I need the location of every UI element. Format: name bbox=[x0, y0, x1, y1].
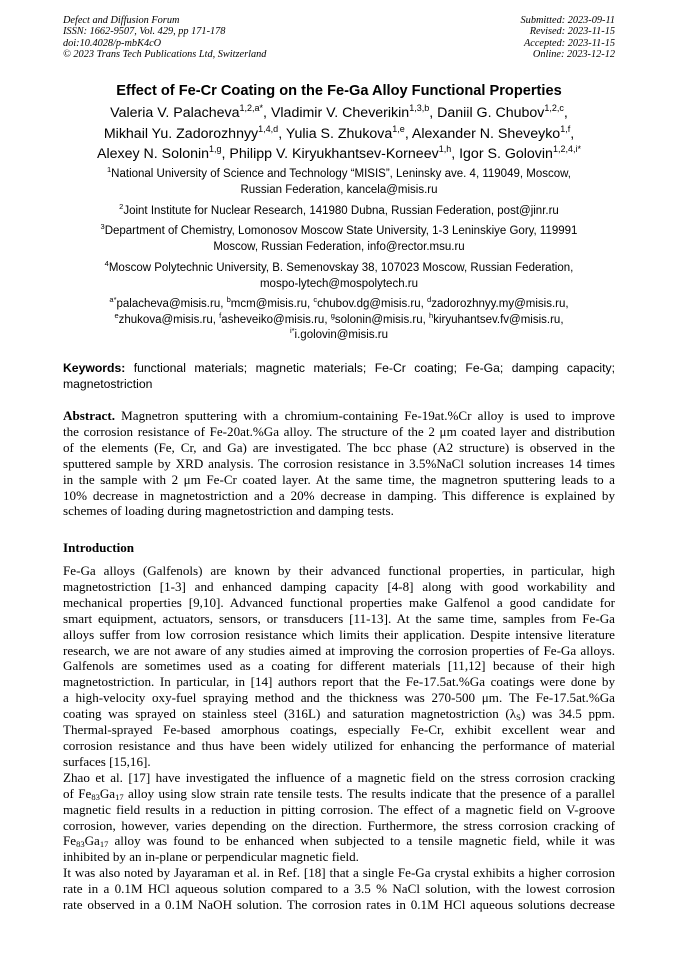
paragraph-line bbox=[63, 563, 615, 579]
paragraph-line bbox=[63, 849, 615, 865]
abstract-label: Abstract. bbox=[63, 408, 115, 423]
author-affiliation-mark: 1,2,a* bbox=[239, 103, 264, 113]
affiliation-text: National University of Science and Technology “MISIS”, Leninsky ave. 4, 119049, Moscow, bbox=[111, 168, 571, 180]
affiliation-text: Joint Institute for Nuclear Research, 141980 Dubna, Russian Federation, post@jinr.ru bbox=[123, 205, 559, 217]
affiliation-4 bbox=[70, 261, 608, 292]
author-affiliation-mark: 1,2,4,i* bbox=[552, 144, 581, 154]
line-text: mechanical properties [9,10]. Advanced functional properties make Galfenol a good candidate for bbox=[63, 594, 615, 610]
paragraph-line bbox=[63, 643, 615, 659]
line-text: magnetic field results in a reduction in pitting corrosion. The effect of a magnetic field on V-groove bbox=[63, 801, 615, 817]
affiliation-text: Department of Chemistry, Lomonosov Moscow State University, 1-3 Leninskiye Gory, 119991 bbox=[104, 225, 578, 237]
email-line bbox=[70, 297, 608, 313]
affiliation-text: Moscow, Russian Federation, info@rector.msu.ru bbox=[213, 240, 465, 253]
paragraph-line bbox=[63, 627, 615, 643]
paragraph-line bbox=[63, 611, 615, 627]
line-text: magnetostriction [1-3] and enhanced damping capacity [4-8] along with good workability and bbox=[63, 578, 615, 594]
author-affiliation-mark: 1,e bbox=[392, 123, 405, 134]
keywords bbox=[63, 361, 615, 393]
paper-title: Effect of Fe-Cr Coating on the Fe-Ga Alloy Functional Properties bbox=[116, 83, 562, 99]
email-mark: h bbox=[429, 310, 434, 320]
line-text: surfaces [15,16]. bbox=[63, 753, 151, 769]
line-text: Galfenols are sometimes used as a coating for different materials [11,12] because of their high bbox=[63, 658, 615, 674]
online-date: Online: 2023-12-12 bbox=[532, 49, 615, 61]
paragraph-line bbox=[63, 770, 615, 786]
abstract bbox=[63, 408, 615, 519]
author-affiliation-mark: 1,3,b bbox=[409, 103, 430, 113]
author-name: Vladimir V. Cheverikin bbox=[270, 105, 410, 121]
email-link[interactable]: palacheva@misis.ru, bbox=[116, 298, 227, 310]
abstract-line: in the sample with 2 μm Fe-Cr coated layer. At the same time, the magnetron sputtering leads to a bbox=[63, 471, 615, 487]
author-separator: , bbox=[263, 105, 271, 121]
paragraph-line bbox=[63, 674, 615, 690]
paragraph-line bbox=[63, 706, 615, 722]
line-text: rate observed in a 0.1M NaOH solution. The corrosion rates in 0.1M HCl aqueous solutions decrease bbox=[63, 897, 615, 913]
author-affiliation-mark: 1,f bbox=[560, 123, 571, 134]
affiliation-text: Russian Federation, kancela@misis.ru bbox=[240, 183, 438, 196]
author-name: Alexey N. Solonin bbox=[97, 146, 210, 162]
line-text: smart equipment, actuators, sensors, or transducers [11-13]. At the same time, samples from Fe-Ga bbox=[63, 610, 615, 626]
author-name: Daniil G. Chubov bbox=[437, 105, 545, 121]
author-affiliation-mark: 1,h bbox=[438, 144, 452, 154]
author-name: Igor S. Golovin bbox=[459, 146, 553, 162]
paragraph-line bbox=[63, 579, 615, 595]
line-text: Fe-Ga alloys (Galfenols) are known by their advanced functional properties, in particular, high bbox=[63, 563, 615, 578]
paragraph-line bbox=[63, 802, 615, 818]
line-text: a high-velocity oxy-fuel spraying method and the thickness was 270-500 μm. The Fe-17.5at.%Ga bbox=[63, 690, 615, 706]
author-name: Mikhail Yu. Zadorozhnyy bbox=[103, 125, 259, 142]
email-link[interactable]: zhukova@misis.ru, bbox=[118, 313, 220, 326]
author-line bbox=[40, 103, 638, 124]
line-text: Zhao et al. [17] have investigated the influence of a magnetic field on the stress corrosion cracking bbox=[63, 769, 615, 785]
email-mark: f bbox=[219, 310, 222, 320]
line-text: Thermal-sprayed Fe-based amorphous coatings, especially Fe-Cr, exhibit excellent wear and bbox=[63, 722, 615, 738]
section-heading-introduction: Introduction bbox=[63, 540, 135, 555]
affiliation-number: 2 bbox=[119, 202, 124, 211]
abstract-line: schemes of loading during magnetostriction and damping tests. bbox=[63, 503, 394, 519]
email-link[interactable]: i.golovin@misis.ru bbox=[294, 329, 389, 341]
author-line bbox=[40, 124, 638, 145]
affiliation-2 bbox=[70, 204, 608, 220]
line-text: alloys suffer from low corrosion resistance which limits their application. Despite intensive literature bbox=[63, 626, 615, 642]
author-separator: , bbox=[570, 125, 575, 142]
line-text: coating was sprayed on stainless steel (316L) and saturation magnetostriction $(\lambda_S)$ was 34.5 ppm. bbox=[63, 706, 615, 723]
paragraph-line bbox=[63, 786, 615, 802]
email-mark: c bbox=[313, 295, 318, 304]
affiliation-number: 1 bbox=[107, 165, 112, 174]
paragraph-line bbox=[63, 595, 615, 611]
abstract-line: 10% decrease in magnetostriction and a 20% decrease in damping. This difference is explained by bbox=[63, 487, 615, 503]
copyright: © 2023 Trans Tech Publications Ltd, Switzerland bbox=[63, 49, 267, 61]
email-mark: i* bbox=[289, 326, 295, 335]
author-affiliation-mark: 1,2,c bbox=[544, 103, 564, 113]
journal-info bbox=[63, 15, 266, 61]
paragraph-line bbox=[63, 833, 615, 849]
author-affiliation-mark: 1,4,d bbox=[258, 123, 279, 134]
author-separator: , bbox=[429, 105, 438, 121]
journal-name: Defect and Diffusion Forum bbox=[63, 15, 180, 26]
accepted-date: Accepted: 2023-11-15 bbox=[523, 37, 615, 49]
email-link[interactable]: mcm@misis.ru, bbox=[230, 298, 314, 310]
author-separator: , bbox=[221, 146, 230, 162]
line-text: magnetostriction. In particular, in [14] authors report that the Fe-17.5at.%Ga coatings were done by bbox=[63, 674, 615, 690]
line-text: of $Fe_{83}Ga_{17}$ alloy using slow strain rate tensile tests. The results indicate that the presence of a parallel bbox=[63, 785, 615, 802]
abstract-line: sputtered sample by XRD analysis. The corrosion resistance in 3.5%NaCl solution increases 14 times bbox=[63, 455, 615, 471]
line-text: research, we are not aware of any studies aimed at improving the corrosion properties of Fe-Ga alloys. bbox=[63, 642, 615, 658]
paragraph-line bbox=[63, 658, 615, 674]
author-name: Alexander N. Sheveyko bbox=[411, 125, 561, 142]
paragraph-line bbox=[63, 754, 615, 770]
affiliation-3 bbox=[70, 224, 608, 255]
email-mark: d bbox=[427, 295, 432, 304]
email-mark: g bbox=[330, 310, 335, 320]
author-separator: , bbox=[563, 105, 568, 121]
email-link[interactable]: asheveiko@misis.ru, bbox=[221, 313, 331, 326]
paragraph-line bbox=[63, 738, 615, 754]
author-separator: , bbox=[451, 146, 460, 162]
line-text: corrosion resistance and thus have been widely utilized for enhancing the performance of material bbox=[63, 737, 615, 753]
keywords-text: magnetostriction bbox=[63, 376, 153, 391]
affiliation-text: mospo-lytech@mospolytech.ru bbox=[259, 277, 419, 290]
email-mark: b bbox=[226, 295, 231, 304]
author-emails bbox=[70, 297, 608, 344]
abstract-line: of the elements (Fe, Cr, and Ga) are investigated. The bcc phase (A2 structure) is observed in the bbox=[63, 439, 615, 455]
affiliation-number: 4 bbox=[104, 259, 109, 268]
affiliation-1 bbox=[70, 167, 608, 198]
author-line bbox=[40, 144, 638, 165]
email-line bbox=[70, 328, 608, 344]
author-name: Philipp V. Kiryukhantsev-Korneev bbox=[229, 146, 439, 162]
abstract-text: Magnetron sputtering with a chromium-containing Fe-19at.%Cr alloy is used to improve bbox=[115, 408, 615, 423]
author-separator: , bbox=[404, 125, 412, 142]
author-affiliation-mark: 1,g bbox=[209, 144, 222, 154]
line-text: corrosion, however, varies depending on the direction. Furthermore, the stress corrosion cracking of bbox=[63, 817, 615, 833]
line-text: It was also noted by Jayaraman et al. in Ref. [18] that a single Fe-Ga crystal exhibits a higher corrosion bbox=[63, 865, 615, 881]
affiliation-number: 3 bbox=[100, 222, 105, 231]
email-link[interactable]: kiryuhantsev.fv@misis.ru, bbox=[433, 313, 564, 326]
email-link[interactable]: zadorozhnyy.my@misis.ru, bbox=[431, 298, 569, 310]
introduction-body bbox=[63, 563, 615, 913]
author-separator: , bbox=[278, 125, 286, 142]
email-mark: a* bbox=[109, 295, 117, 304]
paragraph-line bbox=[63, 865, 615, 881]
keywords-line bbox=[63, 361, 615, 377]
email-mark: e bbox=[114, 310, 119, 320]
keywords-label: Keywords: bbox=[63, 361, 126, 375]
issn-volume: ISSN: 1662-9507, Vol. 429, pp 171-178 bbox=[63, 26, 226, 38]
line-text: $Fe_{83}Ga_{17}$ alloy was found to be enhanced when subjected to a tensile magnetic field, while it was bbox=[63, 833, 615, 850]
keywords-text: functional materials; magnetic materials; Fe-Cr coating; Fe-Ga; damping capacity; bbox=[125, 361, 615, 375]
paragraph-line bbox=[63, 881, 615, 897]
email-link[interactable]: solonin@misis.ru, bbox=[334, 313, 430, 326]
revised-date: Revised: 2023-11-15 bbox=[529, 26, 615, 38]
line-text: inhibited by an in-plane or perpendicular magnetic field. bbox=[63, 849, 359, 865]
submitted-date: Submitted: 2023-09-11 bbox=[520, 15, 615, 26]
publication-dates bbox=[521, 15, 615, 61]
email-link[interactable]: chubov.dg@misis.ru, bbox=[317, 298, 428, 310]
paragraph-line bbox=[63, 897, 615, 913]
paragraph-line bbox=[63, 818, 615, 834]
abstract-line: the corrosion resistance of Fe-20at.%Ga alloy. The structure of the 2 μm coated layer and distribution bbox=[63, 423, 615, 439]
author-name: Yulia S. Zhukova bbox=[285, 125, 393, 142]
doi[interactable]: doi:10.4028/p-mbK4cO bbox=[63, 37, 162, 49]
paragraph-line bbox=[63, 690, 615, 706]
email-line bbox=[70, 310, 608, 329]
author-name: Valeria V. Palacheva bbox=[110, 105, 240, 121]
line-text: rate in a 0.1M HCl aqueous solution compared to a 3.5 % NaCl solution, with the lowest corrosion bbox=[63, 881, 615, 897]
affiliation-text: Moscow Polytechnic University, B. Semenovskay 38, 107023 Moscow, Russian Federation, bbox=[108, 262, 574, 274]
paragraph-line bbox=[63, 722, 615, 738]
abstract-line bbox=[63, 408, 615, 424]
author-list bbox=[40, 103, 638, 165]
